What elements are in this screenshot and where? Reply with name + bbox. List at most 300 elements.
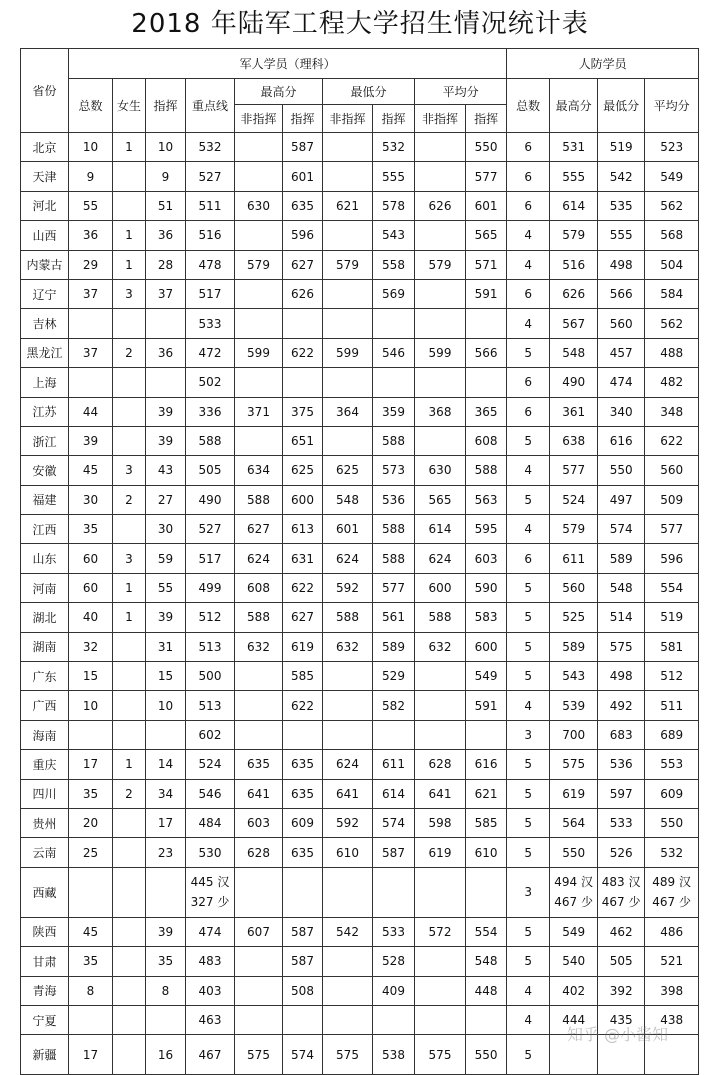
cell-female — [113, 515, 146, 544]
cell-civil-max: 524 — [550, 485, 598, 514]
cell-max-command: 375 — [283, 397, 323, 426]
cell-female — [113, 368, 146, 397]
cell-province: 宁夏 — [21, 1005, 69, 1034]
cell-civil-max: 577 — [550, 456, 598, 485]
cell-civil-total: 5 — [507, 426, 550, 455]
cell-max-command: 635 — [283, 750, 323, 779]
cell-civil-min: 566 — [598, 279, 645, 308]
table-row — [21, 368, 699, 397]
cell-civil-min: 526 — [598, 838, 645, 867]
cell-avg-non-command: 565 — [415, 485, 466, 514]
cell-max-command: 613 — [283, 515, 323, 544]
cell-min-non-command — [323, 1005, 373, 1034]
cell-civil-min: 536 — [598, 750, 645, 779]
cell-max-command: 587 — [283, 133, 323, 162]
cell-civil-max: 638 — [550, 426, 598, 455]
cell-max-command — [283, 867, 323, 917]
cell-female — [113, 426, 146, 455]
cell-total: 55 — [69, 191, 113, 220]
cell-civil-total: 5 — [507, 947, 550, 976]
cell-avg-command: 583 — [466, 603, 507, 632]
cell-command: 51 — [146, 191, 186, 220]
cell-total: 35 — [69, 779, 113, 808]
cell-civil-max: 560 — [550, 573, 598, 602]
table-row — [21, 250, 699, 279]
cell-command: 34 — [146, 779, 186, 808]
cell-min-command — [373, 867, 415, 917]
cell-civil-avg: 568 — [645, 221, 699, 250]
cell-line: 494 汉 — [554, 875, 593, 890]
cell-civil-max: 531 — [550, 133, 598, 162]
cell-min-non-command: 542 — [323, 917, 373, 946]
cell-min-command: 588 — [373, 515, 415, 544]
cell-province: 江苏 — [21, 397, 69, 426]
cell-line: 445 汉 — [190, 875, 230, 890]
cell-civil-total: 5 — [507, 632, 550, 661]
cell-min-command: 577 — [373, 573, 415, 602]
header-province: 省份 — [21, 49, 69, 133]
cell-civil-avg: 509 — [645, 485, 699, 514]
cell-female — [113, 1005, 146, 1034]
cell-min-command: 561 — [373, 603, 415, 632]
cell-civil-avg: 549 — [645, 162, 699, 191]
cell-avg-command: 577 — [466, 162, 507, 191]
cell-command — [146, 368, 186, 397]
cell-avg-non-command — [415, 976, 466, 1005]
cell-civil-min: 514 — [598, 603, 645, 632]
cell-civil-total: 6 — [507, 544, 550, 573]
cell-min-non-command — [323, 662, 373, 691]
cell-civil-total: 3 — [507, 867, 550, 917]
cell-civil-max: 579 — [550, 221, 598, 250]
cell-command: 39 — [146, 397, 186, 426]
cell-max-command: 631 — [283, 544, 323, 573]
cell-max-command: 587 — [283, 947, 323, 976]
cell-avg-command: 566 — [466, 338, 507, 367]
cell-min-command — [373, 309, 415, 338]
cell-max-command: 651 — [283, 426, 323, 455]
cell-command: 10 — [146, 691, 186, 720]
cell-command: 37 — [146, 279, 186, 308]
cell-civil-avg: 622 — [645, 426, 699, 455]
cell-max-non-command: 608 — [235, 573, 283, 602]
cell-province: 安徽 — [21, 456, 69, 485]
header-avg-non-command: 非指挥 — [415, 105, 466, 133]
cell-female — [113, 917, 146, 946]
cell-civil-total: 5 — [507, 662, 550, 691]
cell-civil-min: 535 — [598, 191, 645, 220]
cell-avg-command: 448 — [466, 976, 507, 1005]
cell-max-command — [283, 720, 323, 749]
cell-keyline: 483 — [186, 947, 235, 976]
cell-min-non-command: 601 — [323, 515, 373, 544]
table-row — [21, 632, 699, 661]
cell-max-non-command: 627 — [235, 515, 283, 544]
cell-keyline: 517 — [186, 544, 235, 573]
table-row — [21, 750, 699, 779]
cell-total: 17 — [69, 1035, 113, 1075]
cell-min-non-command — [323, 279, 373, 308]
cell-keyline: 484 — [186, 808, 235, 837]
cell-avg-non-command: 600 — [415, 573, 466, 602]
table-row — [21, 544, 699, 573]
cell-keyline: 512 — [186, 603, 235, 632]
cell-province: 新疆 — [21, 1035, 69, 1075]
cell-min-non-command: 632 — [323, 632, 373, 661]
header-civil-group: 人防学员 — [507, 49, 699, 79]
cell-female: 1 — [113, 221, 146, 250]
cell-civil-max: 564 — [550, 808, 598, 837]
cell-keyline: 527 — [186, 515, 235, 544]
cell-civil-total: 5 — [507, 779, 550, 808]
cell-avg-non-command: 579 — [415, 250, 466, 279]
cell-total: 30 — [69, 485, 113, 514]
cell-avg-non-command: 614 — [415, 515, 466, 544]
cell-avg-command: 608 — [466, 426, 507, 455]
cell-civil-avg: 486 — [645, 917, 699, 946]
cell-province: 山东 — [21, 544, 69, 573]
cell-civil-avg: 553 — [645, 750, 699, 779]
cell-avg-command — [466, 720, 507, 749]
table-row — [21, 720, 699, 749]
cell-civil-total: 4 — [507, 250, 550, 279]
cell-total: 10 — [69, 133, 113, 162]
cell-female — [113, 632, 146, 661]
cell-max-non-command — [235, 368, 283, 397]
cell-min-command — [373, 720, 415, 749]
cell-avg-command: 550 — [466, 133, 507, 162]
cell-keyline: 467 — [186, 1035, 235, 1075]
cell-avg-command: 616 — [466, 750, 507, 779]
table-row — [21, 808, 699, 837]
table-row — [21, 456, 699, 485]
cell-province: 黑龙江 — [21, 338, 69, 367]
header-total: 总数 — [69, 79, 113, 133]
cell-avg-non-command: 598 — [415, 808, 466, 837]
cell-min-non-command — [323, 720, 373, 749]
table-row — [21, 573, 699, 602]
cell-line: 483 汉 — [601, 875, 641, 890]
header-keyline: 重点线 — [186, 79, 235, 133]
cell-avg-non-command — [415, 279, 466, 308]
cell-max-non-command — [235, 691, 283, 720]
cell-command: 14 — [146, 750, 186, 779]
cell-max-non-command — [235, 162, 283, 191]
cell-command: 17 — [146, 808, 186, 837]
cell-total: 8 — [69, 976, 113, 1005]
cell-min-command: 587 — [373, 838, 415, 867]
cell-min-non-command: 641 — [323, 779, 373, 808]
table-row — [21, 976, 699, 1005]
cell-civil-avg: 511 — [645, 691, 699, 720]
cell-min-non-command: 548 — [323, 485, 373, 514]
cell-province: 湖南 — [21, 632, 69, 661]
cell-total: 36 — [69, 221, 113, 250]
cell-female: 3 — [113, 456, 146, 485]
cell-total — [69, 368, 113, 397]
cell-min-command: 569 — [373, 279, 415, 308]
table-row — [21, 133, 699, 162]
cell-keyline: 602 — [186, 720, 235, 749]
cell-max-command: 600 — [283, 485, 323, 514]
cell-civil-max: 614 — [550, 191, 598, 220]
table-row — [21, 779, 699, 808]
cell-civil-total: 6 — [507, 279, 550, 308]
cell-max-command: 574 — [283, 1035, 323, 1075]
cell-command — [146, 867, 186, 917]
cell-avg-command — [466, 867, 507, 917]
cell-min-non-command: 364 — [323, 397, 373, 426]
cell-keyline: 516 — [186, 221, 235, 250]
table-row — [21, 338, 699, 367]
cell-keyline: 527 — [186, 162, 235, 191]
cell-province: 北京 — [21, 133, 69, 162]
cell-avg-non-command: 588 — [415, 603, 466, 632]
cell-civil-max: 525 — [550, 603, 598, 632]
cell-max-non-command: 599 — [235, 338, 283, 367]
cell-max-command: 635 — [283, 779, 323, 808]
cell-keyline: 511 — [186, 191, 235, 220]
cell-civil-max: 361 — [550, 397, 598, 426]
cell-max-non-command — [235, 947, 283, 976]
cell-max-non-command — [235, 309, 283, 338]
cell-female — [113, 947, 146, 976]
cell-civil-max: 589 — [550, 632, 598, 661]
cell-avg-non-command: 632 — [415, 632, 466, 661]
cell-keyline — [186, 867, 235, 917]
cell-max-command: 622 — [283, 691, 323, 720]
cell-province: 上海 — [21, 368, 69, 397]
cell-max-command: 619 — [283, 632, 323, 661]
cell-keyline: 532 — [186, 133, 235, 162]
cell-civil-total: 5 — [507, 1035, 550, 1075]
cell-command: 9 — [146, 162, 186, 191]
cell-min-non-command: 575 — [323, 1035, 373, 1075]
cell-total: 9 — [69, 162, 113, 191]
cell-civil-max: 548 — [550, 338, 598, 367]
cell-civil-min: 498 — [598, 662, 645, 691]
cell-civil-max: 516 — [550, 250, 598, 279]
cell-civil-avg: 562 — [645, 191, 699, 220]
cell-female — [113, 867, 146, 917]
cell-max-command: 627 — [283, 250, 323, 279]
cell-civil-total: 5 — [507, 838, 550, 867]
cell-female — [113, 397, 146, 426]
cell-civil-min: 589 — [598, 544, 645, 573]
cell-command: 31 — [146, 632, 186, 661]
cell-province: 海南 — [21, 720, 69, 749]
cell-line: 467 少 — [652, 895, 692, 910]
cell-avg-non-command — [415, 720, 466, 749]
cell-avg-command: 603 — [466, 544, 507, 573]
cell-civil-max: 579 — [550, 515, 598, 544]
header-avg-command: 指挥 — [466, 105, 507, 133]
cell-province: 四川 — [21, 779, 69, 808]
cell-max-command — [283, 368, 323, 397]
cell-civil-max: 575 — [550, 750, 598, 779]
cell-command: 8 — [146, 976, 186, 1005]
cell-max-non-command: 641 — [235, 779, 283, 808]
cell-province: 河南 — [21, 573, 69, 602]
cell-avg-non-command: 599 — [415, 338, 466, 367]
cell-female — [113, 191, 146, 220]
cell-total — [69, 720, 113, 749]
cell-max-non-command: 575 — [235, 1035, 283, 1075]
cell-avg-non-command — [415, 1005, 466, 1034]
cell-command: 39 — [146, 917, 186, 946]
cell-civil-min: 597 — [598, 779, 645, 808]
cell-min-command — [373, 1005, 415, 1034]
cell-avg-command: 595 — [466, 515, 507, 544]
cell-total — [69, 867, 113, 917]
cell-keyline: 505 — [186, 456, 235, 485]
cell-min-non-command: 592 — [323, 573, 373, 602]
header-command: 指挥 — [146, 79, 186, 133]
cell-civil-avg: 689 — [645, 720, 699, 749]
cell-total: 39 — [69, 426, 113, 455]
cell-province: 河北 — [21, 191, 69, 220]
cell-min-command: 614 — [373, 779, 415, 808]
cell-avg-non-command — [415, 426, 466, 455]
cell-avg-command: 600 — [466, 632, 507, 661]
cell-command: 36 — [146, 338, 186, 367]
cell-civil-min: 492 — [598, 691, 645, 720]
header-max-command: 指挥 — [283, 105, 323, 133]
cell-avg-command — [466, 1005, 507, 1034]
cell-civil-min: 474 — [598, 368, 645, 397]
cell-min-command: 528 — [373, 947, 415, 976]
cell-female: 3 — [113, 279, 146, 308]
cell-command: 28 — [146, 250, 186, 279]
cell-max-non-command: 603 — [235, 808, 283, 837]
cell-keyline: 513 — [186, 691, 235, 720]
cell-civil-min: 498 — [598, 250, 645, 279]
cell-avg-non-command: 368 — [415, 397, 466, 426]
cell-min-command: 589 — [373, 632, 415, 661]
cell-civil-total: 4 — [507, 1005, 550, 1034]
cell-command: 27 — [146, 485, 186, 514]
cell-civil-avg: 348 — [645, 397, 699, 426]
cell-keyline: 478 — [186, 250, 235, 279]
table-row — [21, 662, 699, 691]
cell-avg-command: 601 — [466, 191, 507, 220]
cell-min-non-command — [323, 947, 373, 976]
cell-line: 489 汉 — [652, 875, 692, 890]
cell-civil-max: 700 — [550, 720, 598, 749]
cell-keyline: 513 — [186, 632, 235, 661]
cell-min-command — [373, 368, 415, 397]
cell-line: 327 少 — [190, 895, 230, 910]
cell-civil-min — [598, 867, 645, 917]
table-row — [21, 485, 699, 514]
cell-civil-total: 6 — [507, 191, 550, 220]
cell-avg-command: 554 — [466, 917, 507, 946]
cell-civil-max: 444 — [550, 1005, 598, 1034]
cell-civil-total: 5 — [507, 603, 550, 632]
cell-civil-avg: 609 — [645, 779, 699, 808]
cell-min-command: 582 — [373, 691, 415, 720]
cell-total: 35 — [69, 947, 113, 976]
cell-keyline: 524 — [186, 750, 235, 779]
header-min-non-command: 非指挥 — [323, 105, 373, 133]
cell-max-command — [283, 309, 323, 338]
cell-avg-non-command: 619 — [415, 838, 466, 867]
cell-avg-command: 565 — [466, 221, 507, 250]
cell-total: 37 — [69, 338, 113, 367]
cell-keyline: 502 — [186, 368, 235, 397]
cell-command: 23 — [146, 838, 186, 867]
cell-total: 35 — [69, 515, 113, 544]
cell-keyline: 403 — [186, 976, 235, 1005]
cell-keyline: 588 — [186, 426, 235, 455]
cell-command: 39 — [146, 603, 186, 632]
cell-female: 1 — [113, 250, 146, 279]
header-civil-total: 总数 — [507, 79, 550, 133]
cell-min-command: 588 — [373, 426, 415, 455]
table-row — [21, 867, 699, 917]
cell-line: 467 少 — [554, 895, 593, 910]
cell-civil-min: 340 — [598, 397, 645, 426]
cell-min-non-command — [323, 162, 373, 191]
cell-avg-command: 549 — [466, 662, 507, 691]
cell-max-command: 609 — [283, 808, 323, 837]
cell-command: 36 — [146, 221, 186, 250]
cell-min-command: 573 — [373, 456, 415, 485]
cell-province: 天津 — [21, 162, 69, 191]
cell-avg-non-command: 630 — [415, 456, 466, 485]
cell-civil-total: 3 — [507, 720, 550, 749]
cell-max-command: 622 — [283, 338, 323, 367]
cell-max-non-command: 632 — [235, 632, 283, 661]
cell-civil-total: 5 — [507, 485, 550, 514]
cell-avg-command: 588 — [466, 456, 507, 485]
cell-civil-min: 392 — [598, 976, 645, 1005]
cell-total: 44 — [69, 397, 113, 426]
cell-civil-avg: 560 — [645, 456, 699, 485]
cell-min-non-command — [323, 426, 373, 455]
cell-province: 吉林 — [21, 309, 69, 338]
cell-min-command: 529 — [373, 662, 415, 691]
cell-avg-non-command — [415, 221, 466, 250]
header-female: 女生 — [113, 79, 146, 133]
cell-female — [113, 309, 146, 338]
cell-avg-non-command — [415, 662, 466, 691]
cell-min-command: 546 — [373, 338, 415, 367]
table-row — [21, 397, 699, 426]
cell-max-non-command — [235, 133, 283, 162]
cell-keyline: 500 — [186, 662, 235, 691]
cell-keyline: 472 — [186, 338, 235, 367]
cell-civil-max: 490 — [550, 368, 598, 397]
cell-min-command: 409 — [373, 976, 415, 1005]
cell-province: 青海 — [21, 976, 69, 1005]
cell-civil-total: 4 — [507, 691, 550, 720]
cell-province: 重庆 — [21, 750, 69, 779]
cell-civil-total: 6 — [507, 162, 550, 191]
cell-female — [113, 720, 146, 749]
cell-civil-total: 5 — [507, 808, 550, 837]
cell-max-non-command — [235, 221, 283, 250]
cell-max-non-command — [235, 279, 283, 308]
cell-female: 2 — [113, 338, 146, 367]
cell-civil-min: 575 — [598, 632, 645, 661]
cell-min-non-command: 621 — [323, 191, 373, 220]
cell-civil-min: 519 — [598, 133, 645, 162]
table-row — [21, 691, 699, 720]
cell-female: 1 — [113, 603, 146, 632]
cell-female — [113, 808, 146, 837]
cell-min-non-command: 625 — [323, 456, 373, 485]
